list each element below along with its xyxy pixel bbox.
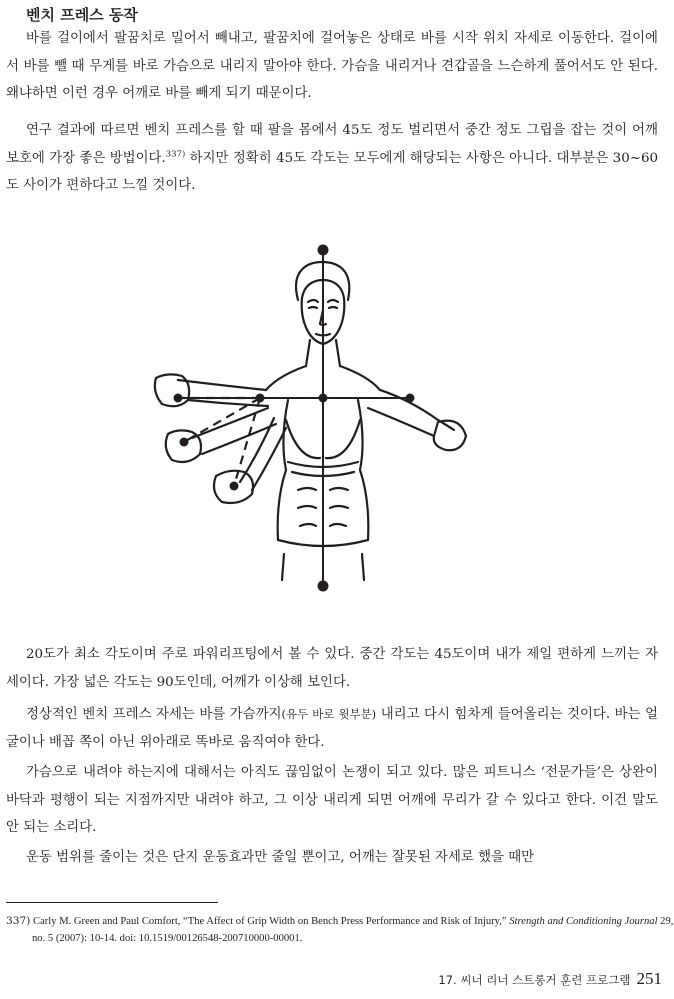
hand-dot-90 [174,394,183,403]
hand-dot-20 [230,482,239,491]
shoulder-dot-right [406,394,415,403]
page-footer [438,969,662,989]
paragraph-4-aside: (유두 바로 윗부분) [281,707,377,721]
bench-press-arm-angle-figure [148,240,494,598]
footnote-journal: Strength and Conditioning Journal [509,916,658,927]
footnote-citation-tail: 29, no. 5 (2007): 10-14. doi: 10.1519/00126548-200710000-00001. [32,916,674,944]
paragraph-4-text-a: 정상적인 벤치 프레스 자세는 바를 가슴까지 [26,707,282,722]
footnote-citation: Carly M. Green and Paul Comfort, “The Affect of Grip Width on Bench Press Performance and Risk of Injury,” [30,916,510,927]
paragraph-2-text-a: 연구 결과에 따르면 벤치 프레스를 할 때 팔을 몸에서 45도 정도 벌리면서 중간 정도 그립을 잡는 것이 어깨 보호에 가장 좋은 방법이다. [6,123,658,166]
footnote [6,913,674,947]
paragraph-4 [6,701,658,756]
page-number: 251 [636,969,662,988]
paragraph-2-text-b: 하지만 정확히 45도 각도는 모두에게 해당되는 사항은 아니다. 대부분은 30~60도 사이가 편하다고 느낄 것이다. [6,150,658,193]
section-heading: 벤치 프레스 동작 [26,6,138,24]
footnote-number: 337) [6,915,31,927]
midline-bottom-dot [318,581,329,592]
paragraph-5: 가슴으로 내려야 하는지에 대해서는 아직도 끊임없이 논쟁이 되고 있다. 많은 피트니스 ‘전문가들’은 상완이 바닥과 평행이 되는 지점까지만 내려야 하고, 그 이상 내리게 되면 어깨에 무리가 갈 수 있다고 한다. 이건 말도 안 되는 소리다. [6,765,658,835]
paragraph-3: 20도가 최소 각도이며 주로 파워리프팅에서 볼 수 있다. 중간 각도는 45도이며 내가 제일 편하게 느끼는 자세이다. 가장 넓은 각도는 90도인데, 어깨가 이상해 보인다. [6,647,658,690]
hand-dot-45 [180,438,189,447]
footnote-ref[interactable]: 337) [165,149,186,160]
footnote-rule [6,902,218,903]
midline-top-dot [318,245,329,256]
figure-right-fist [434,421,466,451]
paragraph-2 [6,117,658,200]
paragraph-6: 운동 범위를 줄이는 것은 단지 운동효과만 줄일 뿐이고, 어깨는 잘못된 자세로 했을 때만 [26,850,535,865]
shoulder-dot-center [319,394,328,403]
running-footer-chapter: 17. 씨너 리너 스트롱거 훈련 프로그램 [438,973,631,987]
paragraph-4-text-b: 내리고 다시 힘차게 들어올리는 것이다. 바는 얼굴이나 배꼽 쪽이 아닌 위아래로 똑바로 움직여야 한다. [6,707,658,750]
paragraph-1: 바를 걸이에서 팔꿈치로 밀어서 빼내고, 팔꿈치에 걸어놓은 상태로 바를 시작 위치 자세로 이동한다. 걸이에서 바를 뺄 때 무게를 바로 가슴으로 내리지 말아야 한다. 가슴을 내리거나 견갑골을 느슨하게 풀어서도 안 된다. 왜냐하면 이런 경우 어깨로 바를 빼게 되기 때문이다. [6,31,658,101]
figure-fist-90 [155,374,189,406]
figure-svg [148,240,494,598]
